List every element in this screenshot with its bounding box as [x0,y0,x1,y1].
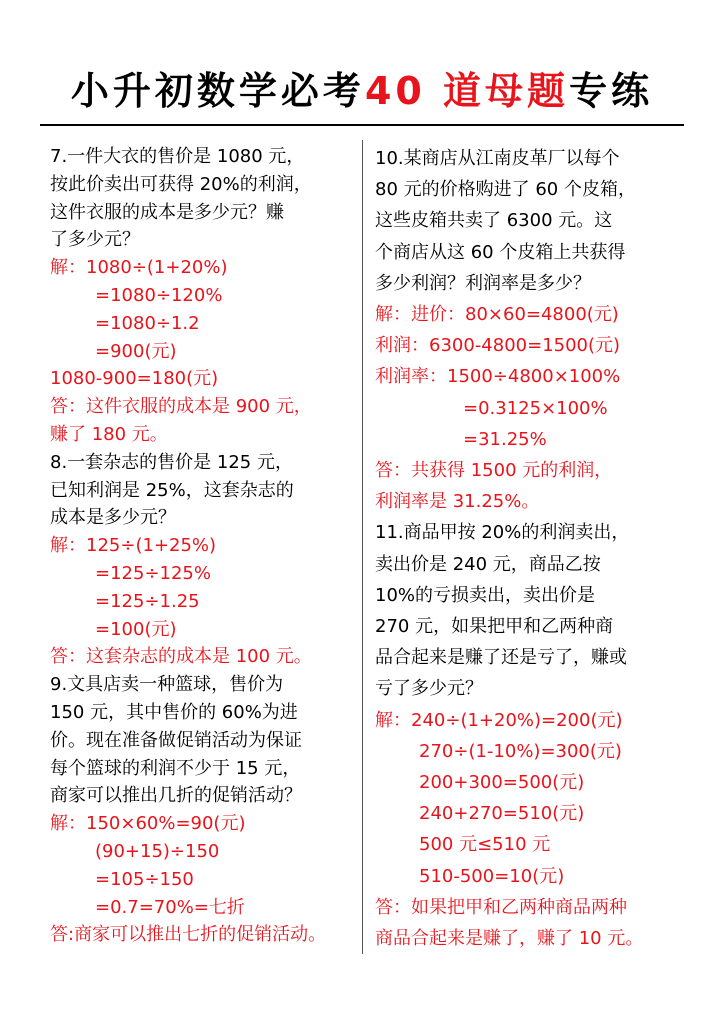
solution-line: 商品合起来是赚了，赚了 10 元。 [375,928,644,950]
right-column [375,143,680,954]
solution-line: 解：进价：80×60=4800(元) [375,304,619,326]
solution-line: =105÷150 [95,868,194,890]
solution-line: 答：这件衣服的成本是 900 元， [50,396,312,418]
question-line: 卖出价是 240 元，商品乙按 [375,553,601,575]
question-line: 商家可以推出几折的促销活动？ [50,785,302,807]
question-line: 10.某商店从江南皮革厂以每个 [375,148,620,169]
question-line: 8.一套杂志的售价是 125 元， [50,451,293,473]
question-line: 10%的亏损卖出，卖出价是 [375,584,596,606]
title-part-2: 40 道母题 [364,69,570,113]
solution-line: =31.25% [463,428,547,450]
solution-line: 解：125÷(1+25%) [50,535,217,557]
solution-line: 240+270=510(元) [419,803,585,825]
solution-line: 答:商家可以推出七折的促销活动。 [50,924,327,946]
solution-line: 答：共获得 1500 元的利润， [375,460,613,482]
question-line: 成本是多少元？ [50,507,176,529]
solution-line: =1080÷1.2 [95,312,200,334]
solution-line: 答：如果把甲和乙两种商品两种 [375,896,627,918]
question-line: 150 元，其中售价的 60%为进 [50,701,298,723]
solution-line: 1080-900=180(元) [50,368,219,390]
question-line: 个商店从这 60 个皮箱上共获得 [375,241,626,263]
question-line: 80 元的价格购进了 60 个皮箱， [375,179,636,201]
solution-line: =1080÷120% [95,284,223,306]
question-line: 9.文具店卖一种篮球，售价为 [50,674,284,696]
question-line: 已知利润是 25%，这套杂志的 [50,479,294,501]
solution-line: 270÷(1-10%)=300(元) [419,740,622,762]
question-line: 7.一件大衣的售价是 1080 元， [50,146,305,167]
solution-line: 利润率：1500÷4800×100% [375,366,621,388]
solution-line: =100(元) [95,618,177,640]
question-line: 11.商品甲按 20%的利润卖出， [375,522,630,544]
title-underline [40,124,684,126]
question-line: 亏了多少元？ [375,678,483,700]
solution-line: 答：这套杂志的成本是 100 元。 [50,646,312,668]
solution-line: (90+15)÷150 [95,840,220,862]
solution-line: =125÷125% [95,562,211,584]
title-part-3: 专练 [569,69,654,113]
solution-line: 利润率是 31.25%。 [375,491,540,513]
solution-line: =0.7=70%=七折 [95,896,245,918]
solution-line: =125÷1.25 [95,590,200,612]
question-line: 多少利润？利润率是多少？ [375,272,591,294]
question-line: 价。现在准备做促销活动为保证 [50,729,302,751]
solution-line: 510-500=10(元) [419,865,565,887]
solution-line: 解：1080÷(1+20%) [50,257,228,279]
solution-line: 解：240÷(1+20%)=200(元) [375,709,623,731]
question-line: 每个篮球的利润不少于 15 元， [50,757,301,779]
solution-line: 利润：6300-4800=1500(元) [375,335,621,357]
question-line: 这件衣服的成本是多少元？赚 [50,201,284,223]
title-part-1: 小升初数学必考 [70,69,365,113]
question-line: 了多少元？ [50,229,140,251]
solution-line: 500 元≤510 元 [419,834,551,856]
left-column [50,143,360,949]
solution-line: =900(元) [95,340,177,362]
question-line: 按此价卖出可获得 20%的利润， [50,173,312,195]
solution-line: 200+300=500(元) [419,772,585,794]
solution-line: 赚了 180 元。 [50,423,168,445]
solution-line: 解：150×60%=90(元) [50,813,246,835]
question-line: 270 元，如果把甲和乙两种商 [375,616,614,638]
solution-line: =0.3125×100% [463,397,608,419]
column-divider [362,140,363,954]
question-line: 这些皮箱共卖了 6300 元。这 [375,210,613,232]
page-title [0,60,724,122]
question-line: 品合起来是赚了还是亏了，赚或 [375,647,627,669]
